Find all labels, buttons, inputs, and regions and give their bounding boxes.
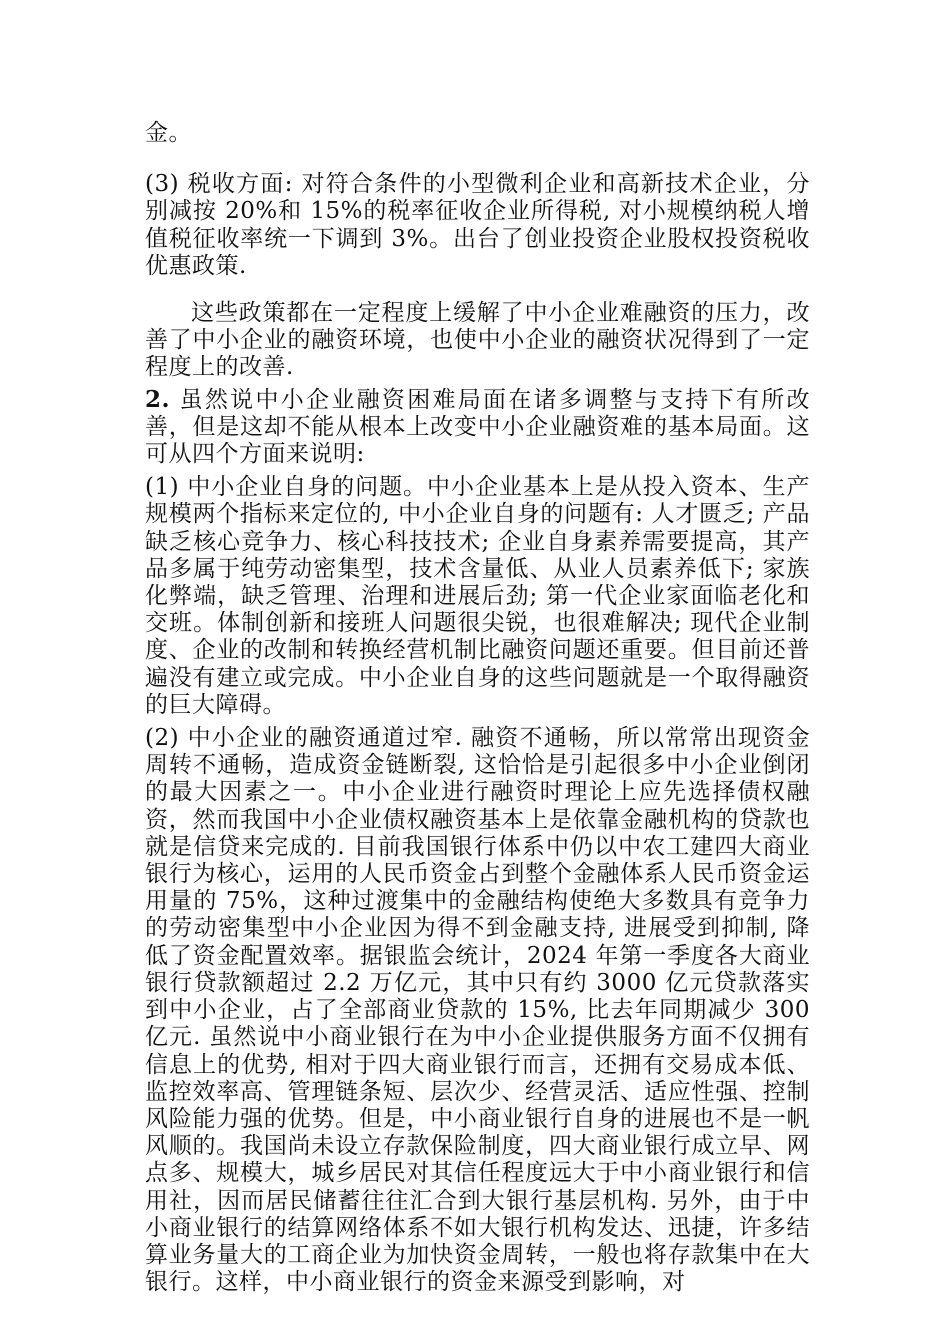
paragraph-subpoint-1: (1) 中小企业自身的问题。中小企业基本上是从投入资本、生产规模两个指标来定位的, 中小企业自身的问题有: 人才匮乏; 产品缺乏核心竞争力、核心科技技术; 企业自身素养需要提高，其产品多属于纯劳动密集型，技术含量低、从业人员素养低下; 家族化弊端，缺乏管理、治理和进展后劲; 第一代企业家面临老化和交班。体制创新和接班人问题很尖锐，也很难解决; 现代企业制度、企业的改制和转换经营机制比融资问题还重要。但目前还普遍没有建立或完成。中小企业自身的这些问题就是一个取得融资的巨大障碍。: [145, 474, 810, 718]
paragraph-subpoint-2: (2) 中小企业的融资通道过窄. 融资不通畅，所以常常出现资金周转不通畅，造成资金链断裂, 这恰恰是引起很多中小企业倒闭的最大因素之一。中小企业进行融资时理论上应先选择债权融资，然而我国中小企业债权融资基本上是依靠金融机构的贷款也就是信贷来完成的. 目前我国银行体系中仍以中农工建四大商业银行为核心，运用的人民币资金占到整个金融体系人民币资金运用量的 75%，这种过渡集中的金融结构使绝大多数具有竞争力的劳动密集型中小企业因为得不到金融支持, 进展受到抑制, 降低了资金配置效率。据银监会统计，2024 年第一季度各大商业银行贷款额超过 2.2 万亿元，其中只有约 3000 亿元贷款落实到中小企业，占了全部商业贷款的 15%, 比去年同期减少 300 亿元. 虽然说中小商业银行在为中小企业提供服务方面不仅拥有信息上的优势, 相对于四大商业银行而言，还拥有交易成本低、监控效率高、管理链条短、层次少、经营灵活、适应性强、控制风险能力强的优势。但是，中小商业银行自身的进展也不是一帆风顺的。我国尚未设立存款保险制度，四大商业银行成立早、网点多、规模大，城乡居民对其信任程度远大于中小商业银行和信用社，因而居民储蓄往往汇合到大银行基层机构. 另外，由于中小商业银行的结算网络体系不如大银行机构发达、迅捷，许多结算业务量大的工商企业为加快资金周转，一般也将存款集中在大银行。这样，中小商业银行的资金来源受到影响，对: [145, 725, 810, 1296]
paragraph-fragment: 金。: [145, 120, 192, 146]
point-text: 虽然说中小企业融资困难局面在诸多调整与支持下有所改善，但是这却不能从根本上改变中小企业融资难的基本局面。这可从四个方面来说明:: [145, 386, 810, 468]
document-page: [145, 120, 810, 1296]
paragraph-point-2: [145, 386, 810, 469]
paragraph-tax-policy: (3) 税收方面: 对符合条件的小型微利企业和高新技术企业，分别减按 20%和 15%的税率征收企业所得税, 对小规模纳税人增值税征收率统一下调到 3%。出台了创业投资企业股权投资税收优惠政策.: [145, 171, 810, 279]
point-number: 2.: [145, 385, 171, 413]
paragraph-policy-summary: 这些政策都在一定程度上缓解了中小企业难融资的压力，改善了中小企业的融资环境，也使中小企业的融资状况得到了一定程度上的改善.: [145, 300, 810, 381]
